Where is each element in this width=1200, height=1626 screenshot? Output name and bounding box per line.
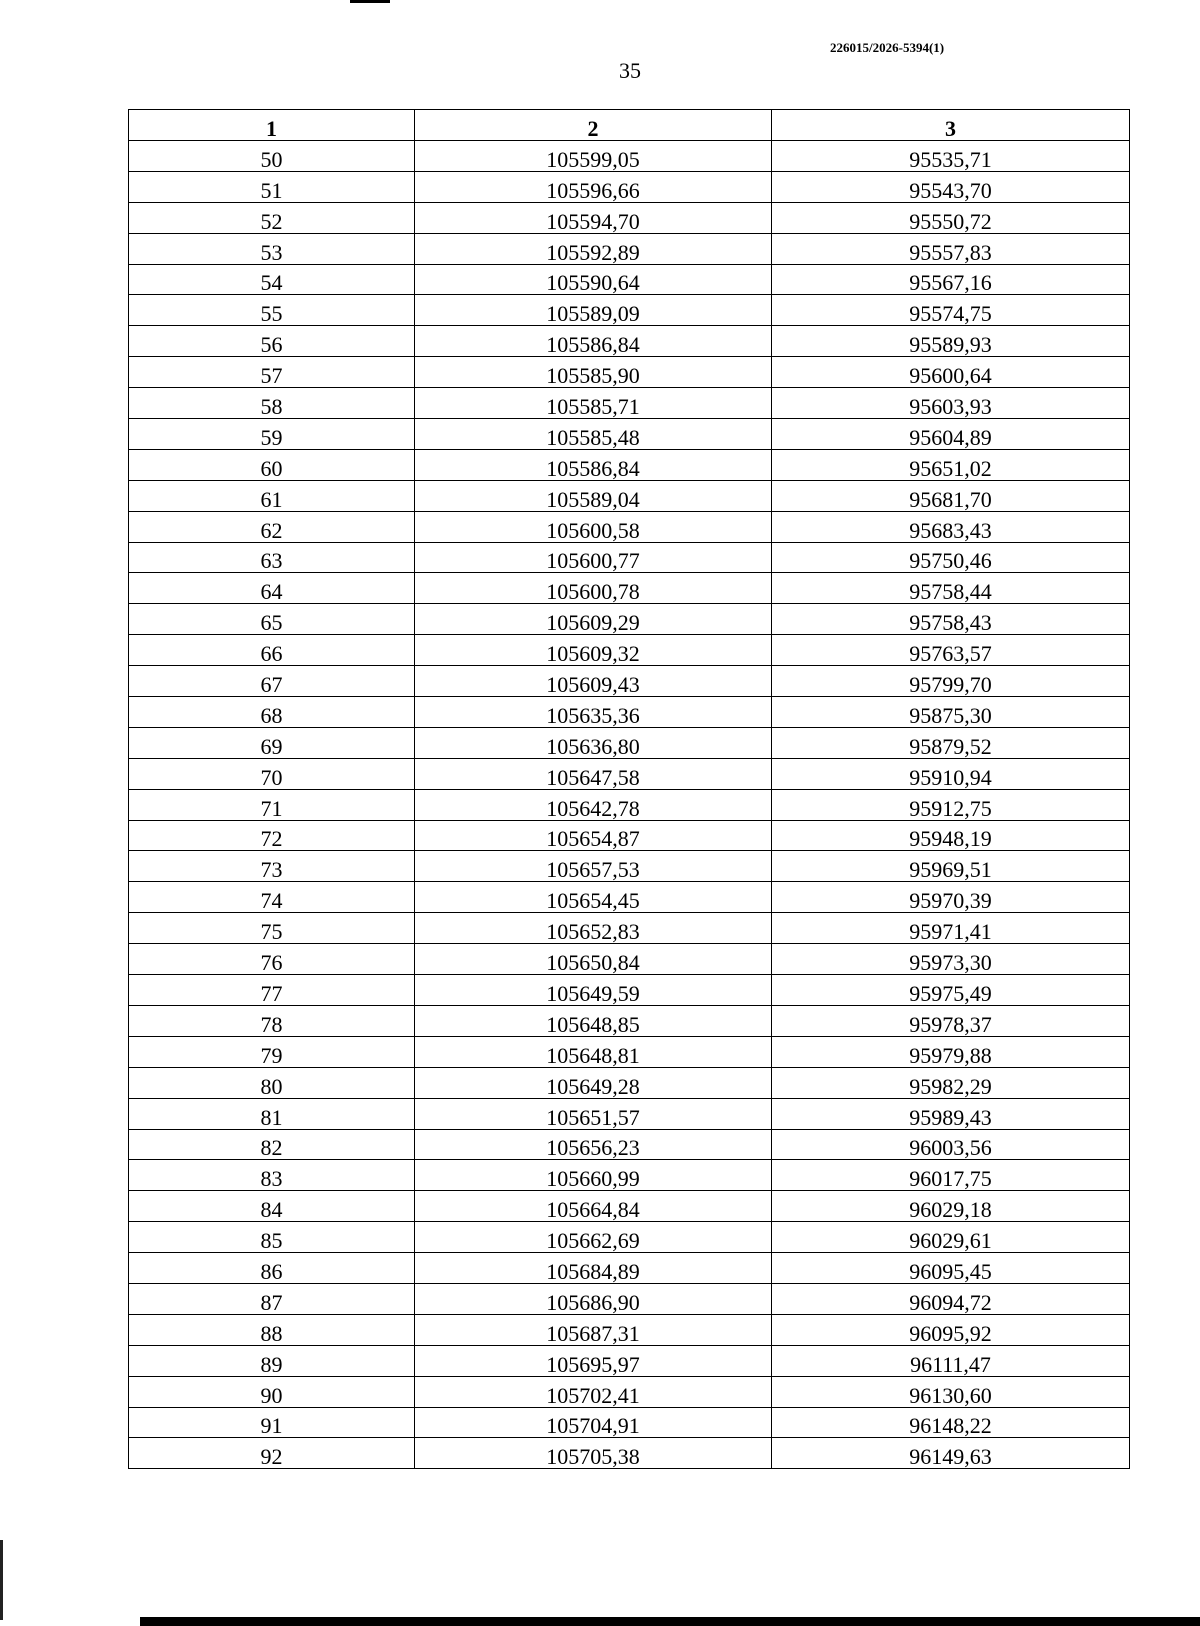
- x-coordinate-cell: 105648,85: [415, 1005, 772, 1036]
- x-coordinate-cell: 105650,84: [415, 944, 772, 975]
- point-number-cell: 59: [129, 419, 415, 450]
- point-number-cell: 50: [129, 141, 415, 172]
- table-row: [129, 604, 1130, 635]
- x-coordinate-cell: 105596,66: [415, 171, 772, 202]
- x-coordinate-cell: 105600,77: [415, 542, 772, 573]
- x-coordinate-cell: 105589,09: [415, 295, 772, 326]
- y-coordinate-cell: 96095,92: [772, 1314, 1130, 1345]
- point-number-cell: 68: [129, 697, 415, 728]
- x-coordinate-cell: 105609,43: [415, 666, 772, 697]
- table-body: [129, 141, 1130, 1469]
- x-coordinate-cell: 105660,99: [415, 1160, 772, 1191]
- x-coordinate-cell: 105704,91: [415, 1407, 772, 1438]
- x-coordinate-cell: 105585,48: [415, 419, 772, 450]
- point-number-cell: 69: [129, 727, 415, 758]
- table-row: [129, 1222, 1130, 1253]
- point-number-cell: 79: [129, 1036, 415, 1067]
- x-coordinate-cell: 105609,32: [415, 635, 772, 666]
- y-coordinate-cell: 95910,94: [772, 758, 1130, 789]
- table-row: [129, 202, 1130, 233]
- point-number-cell: 65: [129, 604, 415, 635]
- y-coordinate-cell: 96149,63: [772, 1438, 1130, 1469]
- x-coordinate-cell: 105664,84: [415, 1191, 772, 1222]
- point-number-cell: 51: [129, 171, 415, 202]
- column-header-1: 1: [129, 110, 415, 141]
- table-row: [129, 1253, 1130, 1284]
- point-number-cell: 63: [129, 542, 415, 573]
- point-number-cell: 73: [129, 851, 415, 882]
- point-number-cell: 72: [129, 820, 415, 851]
- y-coordinate-cell: 95604,89: [772, 419, 1130, 450]
- y-coordinate-cell: 95557,83: [772, 233, 1130, 264]
- table-row: [129, 326, 1130, 357]
- table-row: [129, 295, 1130, 326]
- y-coordinate-cell: 95875,30: [772, 697, 1130, 728]
- table-row: [129, 882, 1130, 913]
- table-row: [129, 1376, 1130, 1407]
- table-row: [129, 944, 1130, 975]
- table-row: [129, 419, 1130, 450]
- point-number-cell: 87: [129, 1283, 415, 1314]
- y-coordinate-cell: 96029,61: [772, 1222, 1130, 1253]
- table-row: [129, 913, 1130, 944]
- x-coordinate-cell: 105656,23: [415, 1129, 772, 1160]
- y-coordinate-cell: 95973,30: [772, 944, 1130, 975]
- point-number-cell: 67: [129, 666, 415, 697]
- y-coordinate-cell: 95535,71: [772, 141, 1130, 172]
- point-number-cell: 64: [129, 573, 415, 604]
- y-coordinate-cell: 95989,43: [772, 1098, 1130, 1129]
- table-row: [129, 975, 1130, 1006]
- table-row: [129, 1345, 1130, 1376]
- table-row: [129, 758, 1130, 789]
- x-coordinate-cell: 105647,58: [415, 758, 772, 789]
- x-coordinate-cell: 105586,84: [415, 449, 772, 480]
- point-number-cell: 92: [129, 1438, 415, 1469]
- x-coordinate-cell: 105594,70: [415, 202, 772, 233]
- x-coordinate-cell: 105609,29: [415, 604, 772, 635]
- point-number-cell: 52: [129, 202, 415, 233]
- point-number-cell: 60: [129, 449, 415, 480]
- column-header-2: 2: [415, 110, 772, 141]
- y-coordinate-cell: 95550,72: [772, 202, 1130, 233]
- y-coordinate-cell: 95683,43: [772, 511, 1130, 542]
- x-coordinate-cell: 105590,64: [415, 264, 772, 295]
- y-coordinate-cell: 95982,29: [772, 1067, 1130, 1098]
- y-coordinate-cell: 95681,70: [772, 480, 1130, 511]
- table-row: [129, 449, 1130, 480]
- table-row: [129, 820, 1130, 851]
- x-coordinate-cell: 105662,69: [415, 1222, 772, 1253]
- point-number-cell: 89: [129, 1345, 415, 1376]
- point-number-cell: 54: [129, 264, 415, 295]
- y-coordinate-cell: 95758,44: [772, 573, 1130, 604]
- x-coordinate-cell: 105649,28: [415, 1067, 772, 1098]
- table-header: [129, 110, 1130, 141]
- scan-mark-left: [0, 1540, 3, 1620]
- table-row: [129, 264, 1130, 295]
- table-row: [129, 573, 1130, 604]
- y-coordinate-cell: 95651,02: [772, 449, 1130, 480]
- x-coordinate-cell: 105648,81: [415, 1036, 772, 1067]
- scan-mark-bottom: [140, 1617, 1200, 1626]
- y-coordinate-cell: 95978,37: [772, 1005, 1130, 1036]
- table-row: [129, 388, 1130, 419]
- point-number-cell: 57: [129, 357, 415, 388]
- y-coordinate-cell: 95979,88: [772, 1036, 1130, 1067]
- y-coordinate-cell: 96148,22: [772, 1407, 1130, 1438]
- table-row: [129, 141, 1130, 172]
- x-coordinate-cell: 105600,78: [415, 573, 772, 604]
- y-coordinate-cell: 95750,46: [772, 542, 1130, 573]
- y-coordinate-cell: 95799,70: [772, 666, 1130, 697]
- x-coordinate-cell: 105702,41: [415, 1376, 772, 1407]
- y-coordinate-cell: 95603,93: [772, 388, 1130, 419]
- table-row: [129, 233, 1130, 264]
- y-coordinate-cell: 95970,39: [772, 882, 1130, 913]
- table-row: [129, 1036, 1130, 1067]
- point-number-cell: 85: [129, 1222, 415, 1253]
- table-row: [129, 1314, 1130, 1345]
- table-row: [129, 1283, 1130, 1314]
- y-coordinate-cell: 96003,56: [772, 1129, 1130, 1160]
- page-number: 35: [619, 58, 641, 83]
- y-coordinate-cell: 95543,70: [772, 171, 1130, 202]
- x-coordinate-cell: 105636,80: [415, 727, 772, 758]
- point-number-cell: 61: [129, 480, 415, 511]
- y-coordinate-cell: 95567,16: [772, 264, 1130, 295]
- point-number-cell: 55: [129, 295, 415, 326]
- point-number-cell: 80: [129, 1067, 415, 1098]
- table-row: [129, 635, 1130, 666]
- point-number-cell: 84: [129, 1191, 415, 1222]
- point-number-cell: 86: [129, 1253, 415, 1284]
- table-row: [129, 1160, 1130, 1191]
- x-coordinate-cell: 105649,59: [415, 975, 772, 1006]
- y-coordinate-cell: 95912,75: [772, 789, 1130, 820]
- column-header-3: 3: [772, 110, 1130, 141]
- x-coordinate-cell: 105695,97: [415, 1345, 772, 1376]
- x-coordinate-cell: 105684,89: [415, 1253, 772, 1284]
- y-coordinate-cell: 95969,51: [772, 851, 1130, 882]
- point-number-cell: 90: [129, 1376, 415, 1407]
- point-number-cell: 70: [129, 758, 415, 789]
- table-row: [129, 1191, 1130, 1222]
- y-coordinate-cell: 96095,45: [772, 1253, 1130, 1284]
- point-number-cell: 82: [129, 1129, 415, 1160]
- y-coordinate-cell: 95971,41: [772, 913, 1130, 944]
- point-number-cell: 56: [129, 326, 415, 357]
- x-coordinate-cell: 105599,05: [415, 141, 772, 172]
- y-coordinate-cell: 95758,43: [772, 604, 1130, 635]
- x-coordinate-cell: 105651,57: [415, 1098, 772, 1129]
- table-row: [129, 1407, 1130, 1438]
- x-coordinate-cell: 105592,89: [415, 233, 772, 264]
- x-coordinate-cell: 105687,31: [415, 1314, 772, 1345]
- point-number-cell: 75: [129, 913, 415, 944]
- table-row: [129, 1067, 1130, 1098]
- table-row: [129, 851, 1130, 882]
- point-number-cell: 76: [129, 944, 415, 975]
- y-coordinate-cell: 95589,93: [772, 326, 1130, 357]
- x-coordinate-cell: 105635,36: [415, 697, 772, 728]
- y-coordinate-cell: 96017,75: [772, 1160, 1130, 1191]
- table-row: [129, 542, 1130, 573]
- x-coordinate-cell: 105654,45: [415, 882, 772, 913]
- point-number-cell: 74: [129, 882, 415, 913]
- y-coordinate-cell: 95948,19: [772, 820, 1130, 851]
- table-row: [129, 171, 1130, 202]
- y-coordinate-cell: 96130,60: [772, 1376, 1130, 1407]
- x-coordinate-cell: 105589,04: [415, 480, 772, 511]
- x-coordinate-cell: 105657,53: [415, 851, 772, 882]
- point-number-cell: 62: [129, 511, 415, 542]
- x-coordinate-cell: 105705,38: [415, 1438, 772, 1469]
- point-number-cell: 77: [129, 975, 415, 1006]
- x-coordinate-cell: 105654,87: [415, 820, 772, 851]
- y-coordinate-cell: 96029,18: [772, 1191, 1130, 1222]
- y-coordinate-cell: 95763,57: [772, 635, 1130, 666]
- x-coordinate-cell: 105600,58: [415, 511, 772, 542]
- point-number-cell: 83: [129, 1160, 415, 1191]
- y-coordinate-cell: 95574,75: [772, 295, 1130, 326]
- y-coordinate-cell: 96094,72: [772, 1283, 1130, 1314]
- table-row: [129, 480, 1130, 511]
- x-coordinate-cell: 105652,83: [415, 913, 772, 944]
- point-number-cell: 58: [129, 388, 415, 419]
- x-coordinate-cell: 105642,78: [415, 789, 772, 820]
- x-coordinate-cell: 105585,71: [415, 388, 772, 419]
- point-number-cell: 66: [129, 635, 415, 666]
- table-row: [129, 1438, 1130, 1469]
- point-number-cell: 78: [129, 1005, 415, 1036]
- point-number-cell: 53: [129, 233, 415, 264]
- scan-mark-top: [350, 0, 390, 3]
- coordinates-table: [128, 109, 1130, 1469]
- table-row: [129, 1005, 1130, 1036]
- point-number-cell: 91: [129, 1407, 415, 1438]
- table-row: [129, 789, 1130, 820]
- y-coordinate-cell: 95975,49: [772, 975, 1130, 1006]
- x-coordinate-cell: 105586,84: [415, 326, 772, 357]
- document-id: 226015/2026-5394(1): [830, 40, 945, 55]
- point-number-cell: 81: [129, 1098, 415, 1129]
- table-row: [129, 697, 1130, 728]
- table-row: [129, 1098, 1130, 1129]
- y-coordinate-cell: 95600,64: [772, 357, 1130, 388]
- point-number-cell: 88: [129, 1314, 415, 1345]
- table-row: [129, 357, 1130, 388]
- y-coordinate-cell: 95879,52: [772, 727, 1130, 758]
- x-coordinate-cell: 105585,90: [415, 357, 772, 388]
- y-coordinate-cell: 96111,47: [772, 1345, 1130, 1376]
- header-row: [129, 110, 1130, 141]
- table-row: [129, 511, 1130, 542]
- table-row: [129, 1129, 1130, 1160]
- table-row: [129, 727, 1130, 758]
- table-row: [129, 666, 1130, 697]
- x-coordinate-cell: 105686,90: [415, 1283, 772, 1314]
- point-number-cell: 71: [129, 789, 415, 820]
